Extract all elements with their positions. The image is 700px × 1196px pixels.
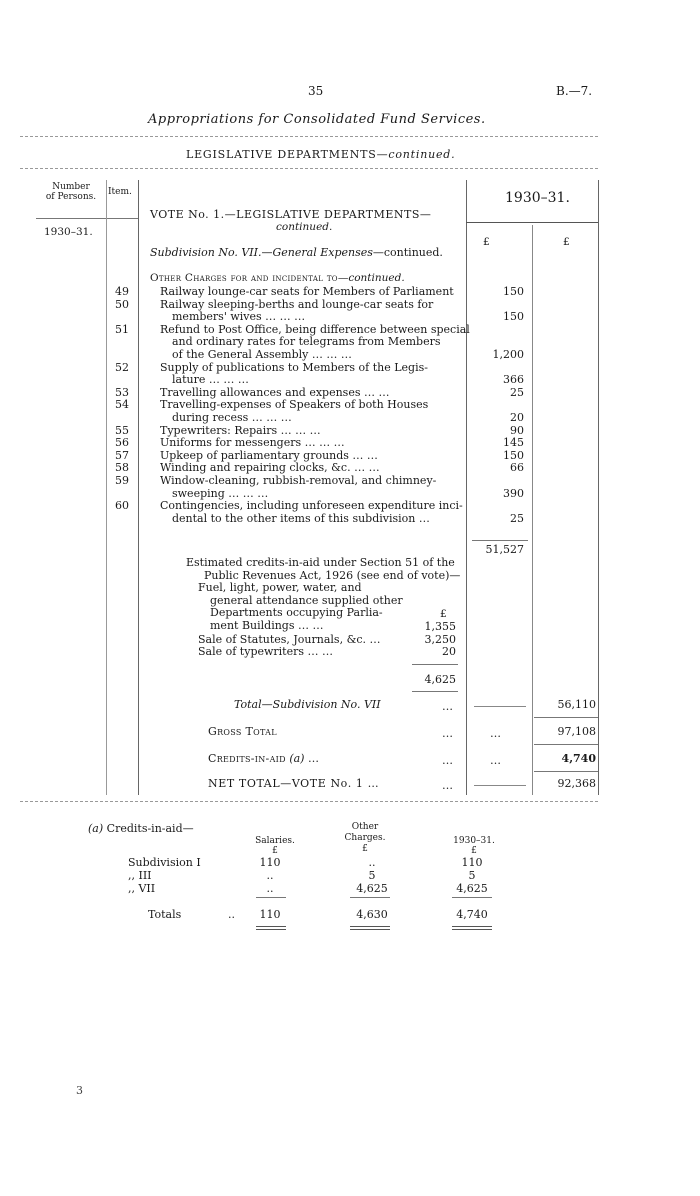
page-mark: 3 <box>76 1084 83 1097</box>
subdivision-total-label: Total—Subdivision No. VII <box>234 698 381 711</box>
footnote-col-year: 1930–31. <box>453 836 495 846</box>
item-number: 57 <box>115 448 129 462</box>
fn-double-rule-3b <box>452 929 492 930</box>
section-rule <box>20 168 598 169</box>
item-description-line: of the General Assembly … … … <box>172 348 352 361</box>
fn-row-salaries: .. <box>266 882 274 895</box>
fn-double-rule-2a <box>350 926 390 927</box>
fn-double-rule-1a <box>256 926 286 927</box>
item-number: 52 <box>115 360 129 374</box>
fn-double-rule-2b <box>350 929 390 930</box>
credits-value-rule <box>534 771 598 772</box>
fn-row-year: 5 <box>468 869 476 882</box>
item-number: 56 <box>115 436 129 450</box>
item-amount: 145 <box>503 436 524 450</box>
fn-row-year: 110 <box>461 856 483 869</box>
gross-total-rule <box>534 744 598 745</box>
subdivision-dash <box>474 706 526 707</box>
subdivision-heading: Subdivision No. VII.—General Expenses—continued. <box>150 246 443 259</box>
credits-rule <box>412 664 458 665</box>
fn-rule-salaries <box>256 897 286 898</box>
section-heading: LEGISLATIVE DEPARTMENTS—continued. <box>186 148 456 161</box>
fn-double-rule-3a <box>452 926 492 927</box>
item-description-line: during recess … … … <box>172 411 292 424</box>
credits-typewriters: Sale of typewriters … … <box>198 645 334 658</box>
right-edge-rule <box>598 180 599 795</box>
footnote-col-salaries: Salaries. <box>255 836 295 846</box>
subtotal-rule <box>472 540 528 541</box>
other-charges-heading: Other Charges for and incidental to—continued. <box>150 272 405 284</box>
report-code: B.—7. <box>556 84 593 98</box>
fn-totals-salaries: 110 <box>259 908 281 921</box>
credits-statutes-amount: 3,250 <box>424 633 456 646</box>
item-amount: 90 <box>510 423 524 437</box>
fn-row-salaries: .. <box>266 869 274 882</box>
item-description-line: Upkeep of parliamentary grounds … … <box>160 448 378 462</box>
item-col-rule <box>138 180 139 795</box>
credits-total-rule <box>412 691 458 692</box>
item-description-line: Refund to Post Office, being difference between special <box>160 322 470 336</box>
page-title: Appropriations for Consolidated Fund Services. <box>148 112 486 127</box>
table-bottom-rule <box>20 801 598 802</box>
item-amount: 1,200 <box>492 348 524 361</box>
credits-total: 4,625 <box>424 673 456 686</box>
item-amount: 150 <box>503 285 524 298</box>
fn-row-label: ,, III <box>128 869 152 882</box>
fn-row-year: 4,625 <box>456 882 488 895</box>
subdivision-total-rule <box>534 717 598 718</box>
footnote-title: (a) Credits-in-aid— <box>88 822 194 835</box>
footnote-year-pound: £ <box>471 846 477 856</box>
item-number: 58 <box>115 461 129 475</box>
fn-row-other: 4,625 <box>356 882 388 895</box>
vote-title: VOTE No. 1.—LEGISLATIVE DEPARTMENTS— <box>150 208 432 221</box>
item-number: 53 <box>115 385 129 399</box>
amount-col-rule <box>466 180 467 795</box>
credits-pound-sign: £ <box>440 608 447 620</box>
credits-statutes: Sale of Statutes, Journals, &c. … <box>198 633 381 646</box>
item-description-line: Railway lounge-car seats for Members of Parliament <box>160 285 454 298</box>
gross-total-dots: … <box>442 727 453 740</box>
item-description-line: sweeping … … … <box>172 486 269 500</box>
credits-dots: … <box>442 754 453 767</box>
fn-totals-label: Totals <box>148 908 182 921</box>
right-year-head: 1930–31. <box>505 190 570 206</box>
item-amount: 20 <box>510 411 524 424</box>
fn-totals-dots: .. <box>228 908 235 921</box>
net-dash <box>474 785 526 786</box>
header-rule <box>20 136 598 137</box>
gross-total-amount-dots: … <box>490 727 501 740</box>
fn-row-label: ,, VII <box>128 882 156 895</box>
net-total-value: 92,368 <box>557 777 596 790</box>
item-amount: 150 <box>503 448 524 462</box>
item-number: 54 <box>115 398 129 412</box>
credits-amount-dots: … <box>490 754 501 767</box>
item-head: Item. <box>108 187 132 197</box>
item-description-line: Railway sleeping-berths and lounge-car seats for <box>160 297 434 311</box>
fn-rule-year <box>452 897 492 898</box>
item-amount: 66 <box>510 461 524 475</box>
item-description-line: Window-cleaning, rubbish-removal, and chimney- <box>160 474 437 487</box>
credits-fuel: Fuel, light, power, water, and general attendance supplied other Departments occupying Parlia- ment Buildings … … <box>198 581 403 632</box>
fn-row-salaries: 110 <box>259 856 281 869</box>
item-description-line: lature … … … <box>172 373 249 387</box>
vote-title-cont: continued. <box>276 221 333 233</box>
item-number: 60 <box>115 499 129 513</box>
net-total-label: NET TOTAL—VOTE No. 1 … <box>208 777 380 790</box>
item-amount: 390 <box>503 486 524 500</box>
item-number: 55 <box>115 423 129 437</box>
item-description-line: Supply of publications to Members of the Legis- <box>160 360 428 374</box>
item-description-line: Contingencies, including unforeseen expenditure inci- <box>160 499 463 513</box>
item-amount: 366 <box>503 373 524 387</box>
number-of-persons-head: Number of Persons. <box>45 182 97 202</box>
item-description-line: Travelling-expenses of Speakers of both Houses <box>160 398 429 412</box>
fn-row-label: Subdivision I <box>128 856 201 869</box>
subdivision-total-value: 56,110 <box>557 698 596 711</box>
persons-col-rule <box>106 180 107 795</box>
credits-fuel-amount: 1,355 <box>424 620 456 633</box>
credits-intro: Estimated credits-in-aid under Section 51 of the Public Revenues Act, 1926 (see end of vote)— <box>186 556 461 582</box>
right-head-rule <box>466 222 598 223</box>
left-head-rule <box>36 218 138 219</box>
pound-sign-2: £ <box>563 236 570 248</box>
credits-label: Credits-in-aid (a) … <box>208 752 319 765</box>
fn-totals-year: 4,740 <box>456 908 488 921</box>
footnote-salaries-pound: £ <box>272 846 278 856</box>
item-description-line: Uniforms for messengers … … … <box>160 436 345 450</box>
item-description-line: Winding and repairing clocks, &c. … … <box>160 461 380 475</box>
credits-typewriters-amount: 20 <box>442 645 456 658</box>
item-number: 59 <box>115 474 129 487</box>
fn-row-other: .. <box>368 856 376 869</box>
item-description-line: dental to the other items of this subdivision … <box>172 511 430 525</box>
item-amount: 25 <box>510 511 524 525</box>
fn-double-rule-1b <box>256 929 286 930</box>
item-description-line: members' wives … … … <box>172 310 306 324</box>
footnote-col-other: Other Charges. £ <box>344 822 386 854</box>
item-number: 49 <box>115 285 129 298</box>
left-year-head: 1930–31. <box>44 226 93 238</box>
item-number: 50 <box>115 297 129 311</box>
item-description-line: and ordinary rates for telegrams from Members <box>172 335 441 349</box>
pound-sign-1: £ <box>483 236 490 248</box>
item-description-line: Typewriters: Repairs … … … <box>160 423 321 437</box>
gross-total-value: 97,108 <box>557 725 596 738</box>
fn-rule-other <box>350 897 390 898</box>
page-number: 35 <box>308 84 324 98</box>
credits-value: 4,740 <box>561 752 596 765</box>
total-col-rule <box>532 225 533 795</box>
gross-total-label: Gross Total <box>208 725 277 738</box>
net-total-dots: … <box>442 779 453 792</box>
item-amount: 150 <box>503 310 524 324</box>
fn-totals-other: 4,630 <box>356 908 388 921</box>
subdivision-total-dots: … <box>442 700 453 713</box>
subtotal-value: 51,527 <box>485 543 524 556</box>
item-number: 51 <box>115 322 129 336</box>
item-description-line: Travelling allowances and expenses … … <box>160 385 390 399</box>
item-amount: 25 <box>510 385 524 399</box>
fn-row-other: 5 <box>368 869 376 882</box>
